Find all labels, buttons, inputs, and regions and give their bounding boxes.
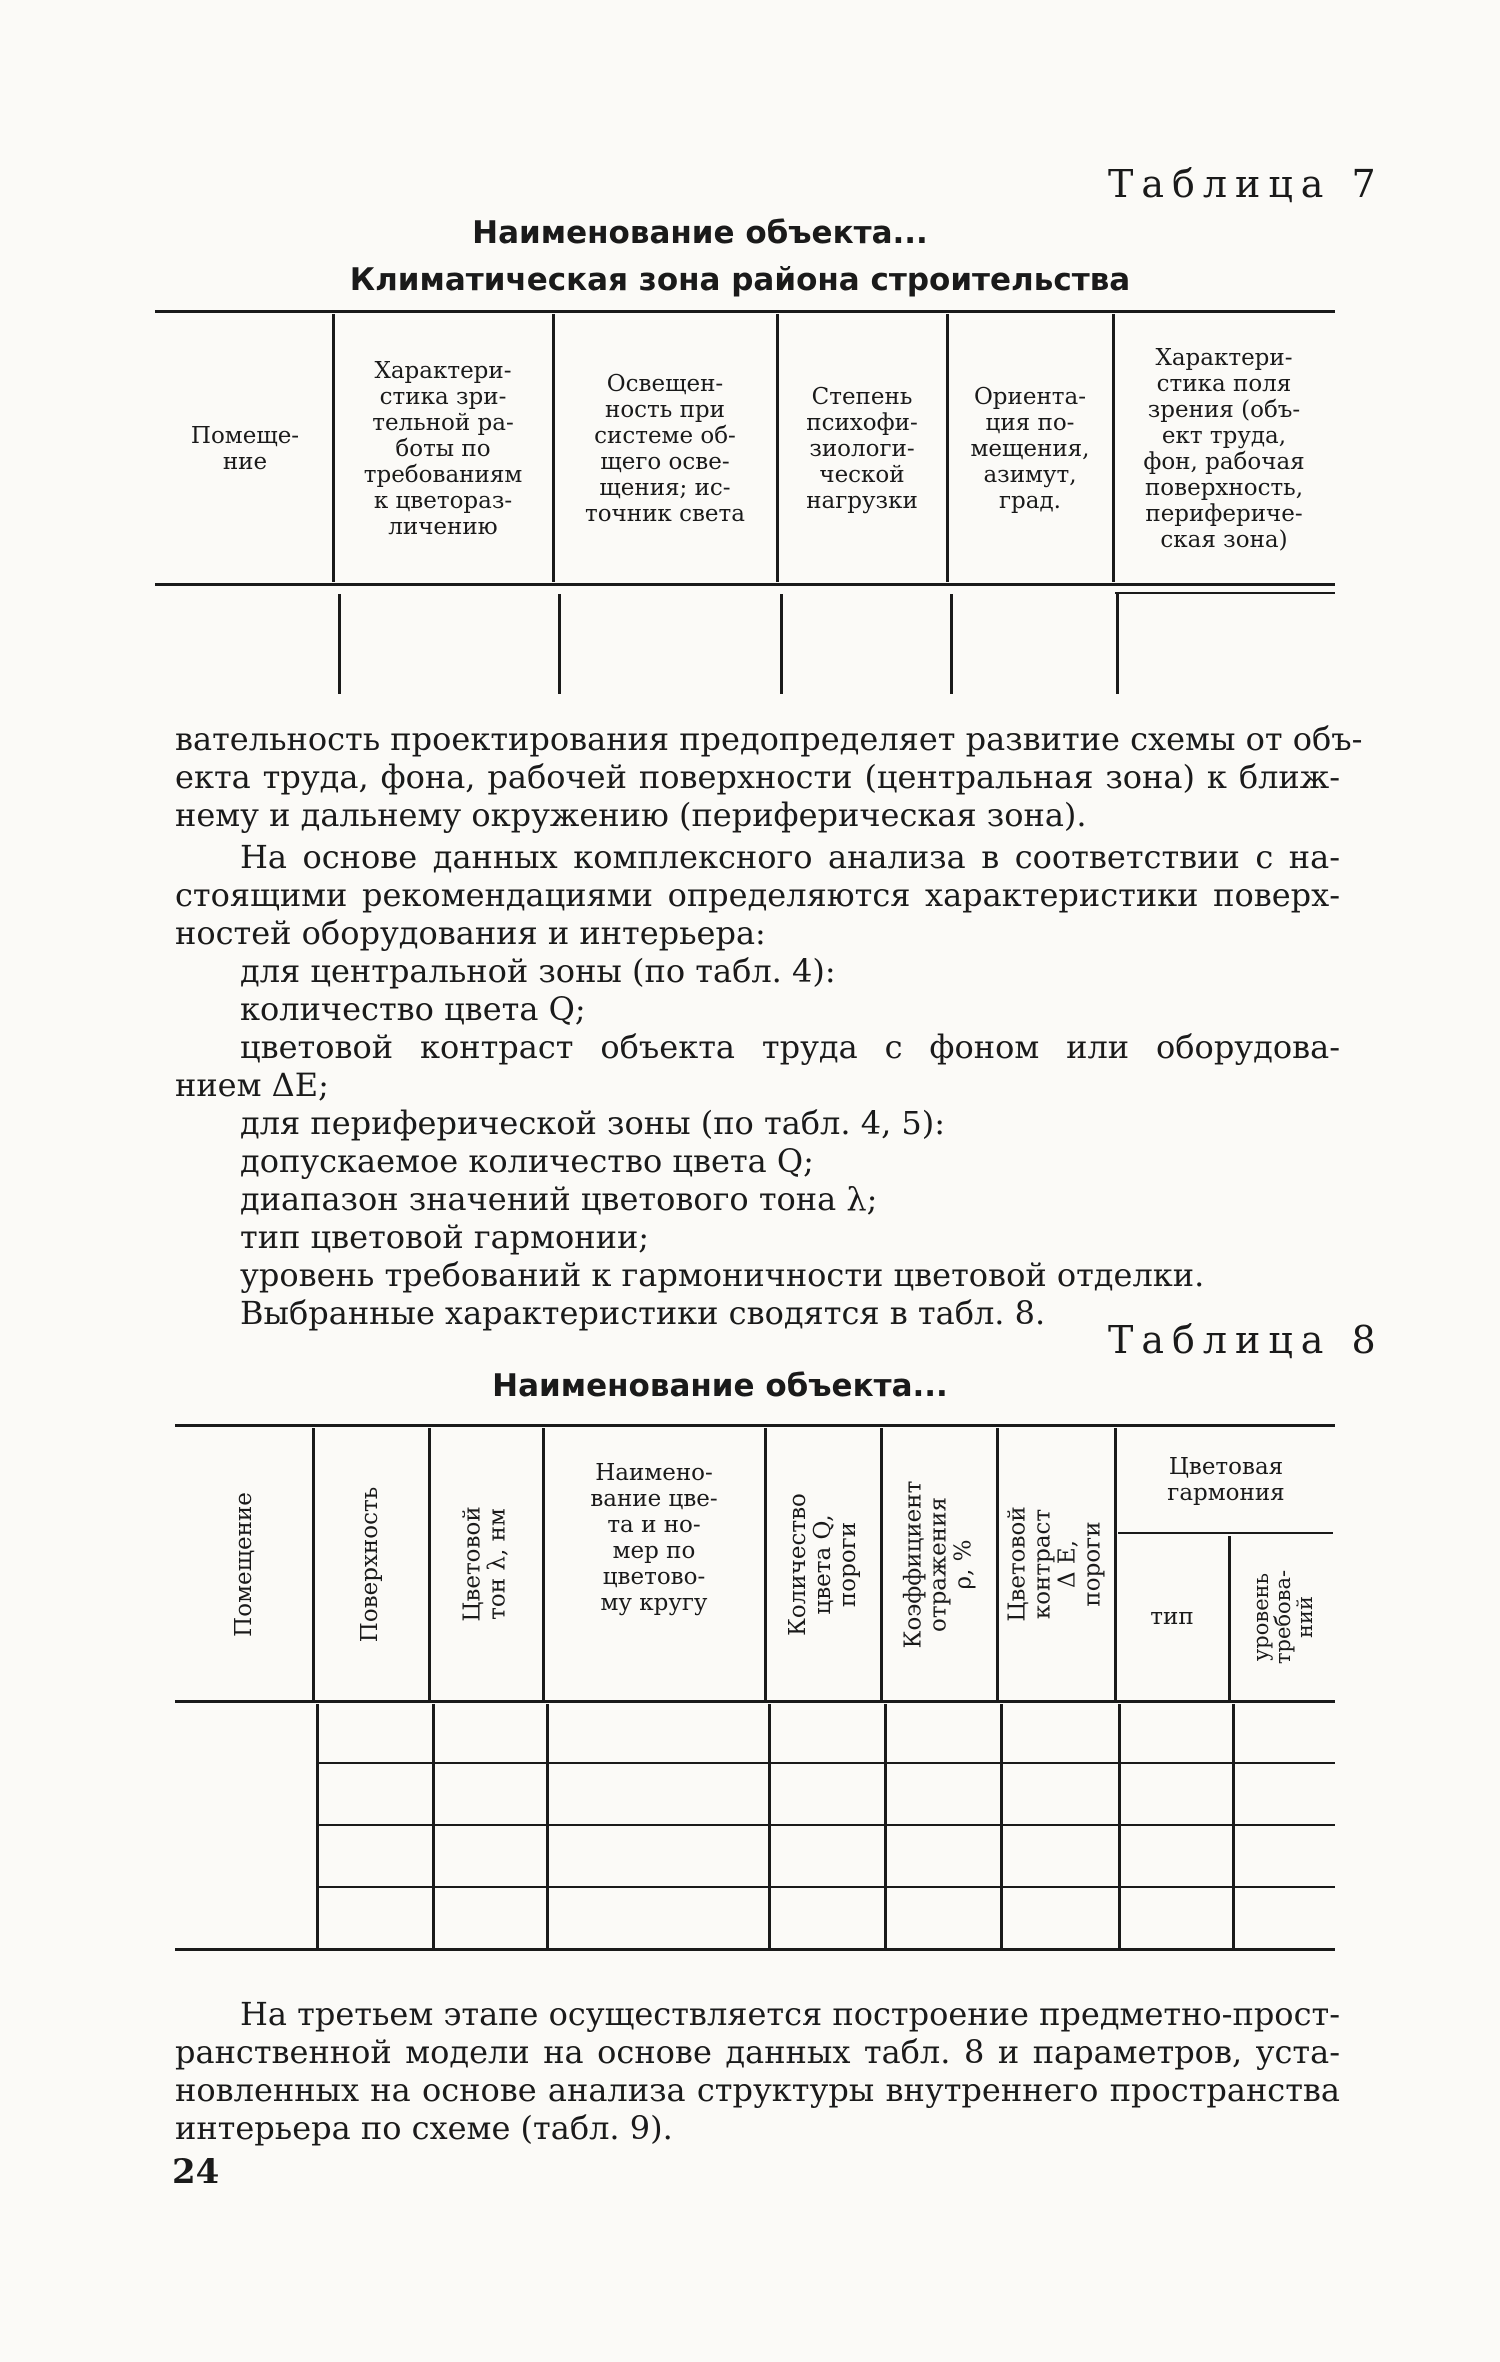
table7-header-rule-extra bbox=[1115, 592, 1335, 594]
text-line: стоящими рекомендациями определяются характеристики поверх- bbox=[175, 876, 1340, 914]
text-line: екта труда, фона, рабочей поверхности (центральная зона) к ближ- bbox=[175, 758, 1340, 796]
page-number: 24 bbox=[172, 2152, 220, 2192]
table8-caption: Таблица 8 bbox=[1108, 1318, 1384, 1362]
list-item: Выбранные характеристики сводятся в табл. 8. bbox=[240, 1294, 1046, 1332]
table8-row-rule bbox=[318, 1886, 1335, 1888]
table8-col-room bbox=[178, 1430, 310, 1698]
table8-col-surface-label: Поверхность bbox=[357, 1486, 384, 1642]
table8-col-quantity bbox=[768, 1430, 878, 1698]
table7-col-illumination: Освещен- ность при системе об- щего осве- щения; ис- точник света bbox=[584, 371, 745, 527]
table8-col-harmony-level bbox=[1232, 1536, 1334, 1698]
text-line: ранственной модели на основе данных табл. 8 и параметров, уста- bbox=[175, 2033, 1340, 2071]
table8-divider bbox=[996, 1428, 999, 1700]
table7-divider bbox=[950, 594, 953, 694]
table8-divider bbox=[1000, 1704, 1003, 1948]
table8-divider bbox=[316, 1704, 319, 1948]
text-line: новленных на основе анализа структуры внутреннего пространства bbox=[175, 2071, 1340, 2109]
table7-col-visual-work: Характери- стика зри- тельной ра- боты по требованиям к цветораз- личению bbox=[363, 358, 523, 540]
table7-col-load: Степень психофи- зиологи- ческой нагрузки bbox=[806, 384, 918, 514]
table7-divider bbox=[780, 594, 783, 694]
table8-divider bbox=[428, 1428, 431, 1700]
table8-divider bbox=[1114, 1428, 1117, 1700]
table8-divider bbox=[312, 1428, 315, 1700]
table8-col-reflectance-label: Коэффициент отражения ρ, % bbox=[900, 1480, 977, 1648]
table7-caption: Таблица 7 bbox=[1108, 162, 1384, 206]
table7-top-rule bbox=[155, 310, 1335, 313]
table8-divider bbox=[764, 1428, 767, 1700]
list-item: цветовой контраст объекта труда с фоном или оборудова- bbox=[240, 1028, 1340, 1066]
table8-bottom-rule bbox=[175, 1948, 1335, 1951]
table7-divider bbox=[558, 594, 561, 694]
list-item: тип цветовой гармонии; bbox=[240, 1218, 650, 1256]
table7-divider bbox=[946, 314, 949, 582]
list-item: для периферической зоны (по табл. 4, 5): bbox=[240, 1104, 946, 1142]
table7-col-field-of-view: Характери- стика поля зрения (объ- ект труда, фон, рабочая поверхность, периферичe- ская зона) bbox=[1143, 345, 1305, 553]
table7-heading-climate: Климатическая зона района строительства bbox=[349, 262, 1131, 298]
paragraph-3 bbox=[175, 1995, 1340, 2147]
table7-col-room: Помеще- ние bbox=[190, 423, 300, 475]
list-item: уровень требований к гармоничности цветовой отделки. bbox=[240, 1256, 1205, 1294]
table8-col-hue-label: Цветовой тон λ, нм bbox=[460, 1506, 512, 1622]
table8-col-harmony-type: тип bbox=[1150, 1604, 1194, 1630]
list-item: допускаемое количество цвета Q; bbox=[240, 1142, 814, 1180]
table7-divider bbox=[1112, 314, 1115, 582]
table7-divider bbox=[338, 594, 341, 694]
table7-divider bbox=[332, 314, 335, 582]
table8-col-surface bbox=[316, 1430, 426, 1698]
list-item: нием ΔE; bbox=[175, 1066, 329, 1104]
table7-col-orientation: Ориента- ция по- мещения, азимут, град. bbox=[970, 384, 1090, 514]
table8-col-contrast-label: Цветовой контраст Δ E, пороги bbox=[1005, 1506, 1107, 1622]
table8-col-harmony: Цветовая гармония bbox=[1167, 1454, 1285, 1506]
list-item: диапазон значений цветового тона λ; bbox=[240, 1180, 878, 1218]
list-item: для центральной зоны (по табл. 4): bbox=[240, 952, 836, 990]
table8-header-rule bbox=[175, 1700, 1335, 1703]
table8-col-hue bbox=[432, 1430, 540, 1698]
text-line: интерьера по схеме (табл. 9). bbox=[175, 2109, 673, 2147]
text-line: вательность проектирования предопределяет развитие схемы от объ- bbox=[175, 720, 1363, 758]
table8-col-room-label: Помещение bbox=[230, 1491, 257, 1637]
table8-top-rule bbox=[175, 1424, 1335, 1427]
table7-divider bbox=[1116, 594, 1119, 694]
table8-divider bbox=[884, 1704, 887, 1948]
table8-divider bbox=[542, 1428, 545, 1700]
table8-row-rule bbox=[318, 1762, 1335, 1764]
table8-col-harmony-level-label: уровень требова- ний bbox=[1249, 1569, 1317, 1665]
table8-heading-object: Наименование объекта... bbox=[492, 1368, 948, 1404]
table8-divider bbox=[1232, 1704, 1235, 1948]
table8-divider bbox=[432, 1704, 435, 1948]
paragraph-1 bbox=[175, 720, 1363, 834]
table8-col-contrast bbox=[1000, 1430, 1112, 1698]
text-line: На третьем этапе осуществляется построение предметно-прост- bbox=[240, 1995, 1340, 2033]
text-line: На основе данных комплексного анализа в соответствии с на- bbox=[240, 838, 1340, 876]
text-line: нему и дальнему окружению (периферическая зона). bbox=[175, 796, 1087, 834]
table8-divider bbox=[1118, 1704, 1121, 1948]
table8-divider bbox=[546, 1704, 549, 1948]
table8-divider bbox=[768, 1704, 771, 1948]
table7-divider bbox=[552, 314, 555, 582]
table8-col-reflectance bbox=[884, 1430, 994, 1698]
table8-row-rule bbox=[318, 1824, 1335, 1826]
table8-divider bbox=[880, 1428, 883, 1700]
table8-divider bbox=[1228, 1536, 1231, 1700]
table7-heading-object: Наименование объекта... bbox=[472, 215, 928, 251]
table8-col-color-name: Наимено- вание цве- та и но- мер по цветово- му кругу bbox=[590, 1459, 718, 1616]
list-item: количество цвета Q; bbox=[240, 990, 586, 1028]
table7-header-rule bbox=[155, 583, 1335, 586]
criteria-list bbox=[175, 952, 1340, 1332]
text-line: ностей оборудования и интерьера: bbox=[175, 914, 766, 952]
paragraph-2 bbox=[175, 838, 1340, 952]
table8-harmony-rule bbox=[1118, 1532, 1333, 1534]
table7-divider bbox=[776, 314, 779, 582]
table8-col-quantity-label: Количество цвета Q, пороги bbox=[784, 1492, 861, 1636]
